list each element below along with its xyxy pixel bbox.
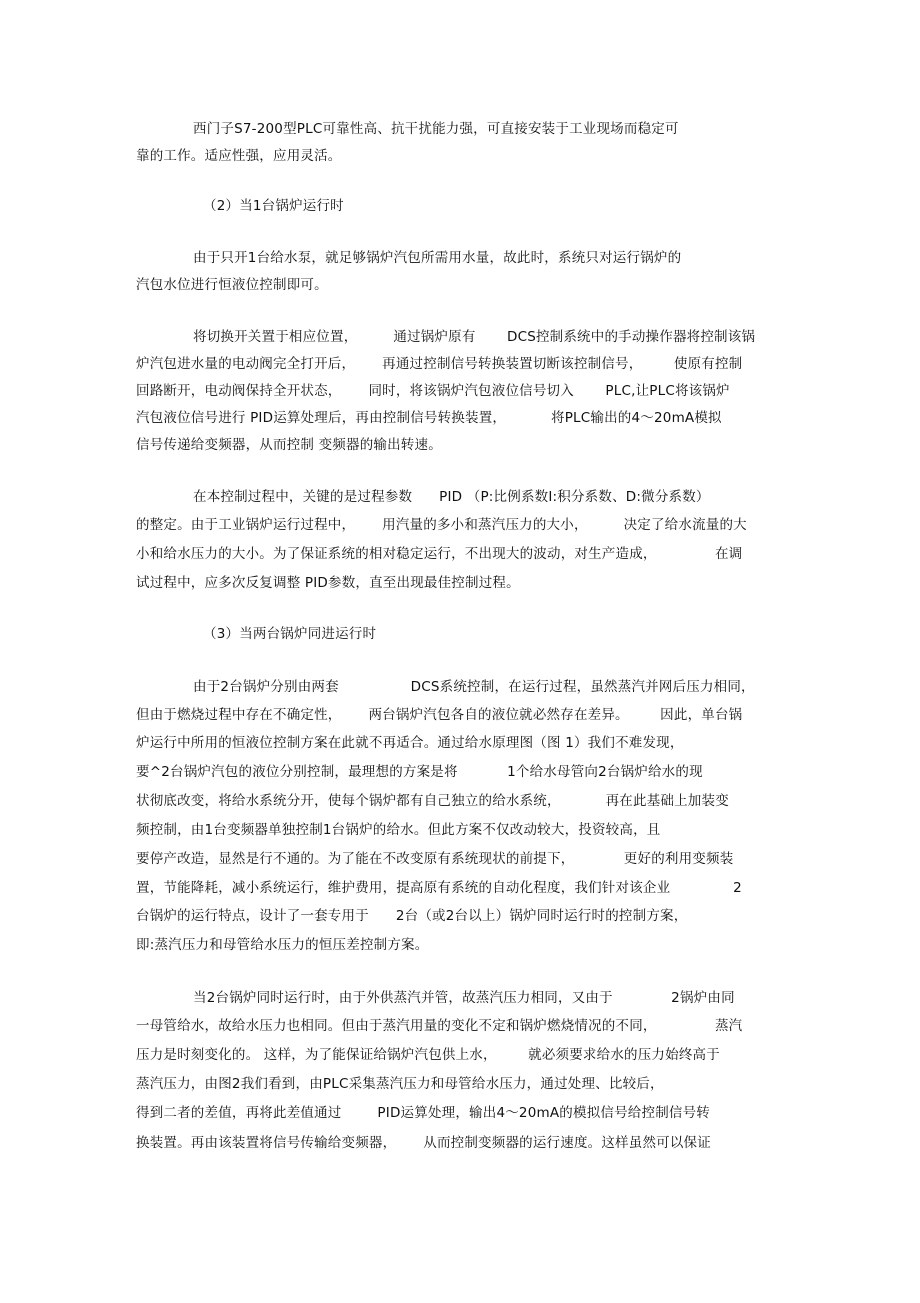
text-line: 试过程中，应多次反复调整 PID参数，直至出现最佳控制过程。	[136, 575, 520, 591]
text-line: 由于2台锅炉分别由两套 DCS系统控制，在运行过程，虽然蒸汽并网后压力相同，	[193, 679, 755, 695]
text-line: 在本控制过程中，关键的是过程参数 PID （P:比例系数I:积分系数、D:微分系数）	[193, 489, 710, 505]
text-line: 要停产改造，显然是行不通的。为了能在不改变原有系统现状的前提下， 更好的利用变频装	[136, 851, 734, 867]
text-line: 汽包液位信号进行 PID运算处理后，再由控制信号转换装置， 将PLC输出的4～20mA模拟	[136, 410, 722, 426]
section-heading: （2）当1台锅炉运行时	[203, 198, 344, 214]
text-line: 即:蒸汽压力和母管给水压力的恒压差控制方案。	[136, 937, 429, 953]
text-line: 小和给水压力的大小。为了保证系统的相对稳定运行，不出现大的波动，对生产造成， 在调	[136, 546, 743, 562]
text-line: 汽包水位进行恒液位控制即可。	[136, 277, 328, 293]
text-line: 压力是时刻变化的。 这样，为了能保证给锅炉汽包供上水， 就必须要求给水的压力始终高于	[136, 1047, 720, 1063]
text-line: 蒸汽压力，由图2我们看到，由PLC采集蒸汽压力和母管给水压力，通过处理、比较后，	[136, 1076, 664, 1092]
section-heading: （3）当两台锅炉同进运行时	[203, 626, 377, 642]
text-line: 西门子S7-200型PLC可靠性高、抗干扰能力强，可直接安装于工业现场而稳定可	[193, 121, 679, 137]
text-line: 由于只开1台给水泵，就足够锅炉汽包所需用水量，故此时，系统只对运行锅炉的	[193, 250, 682, 266]
text-line: 得到二者的差值，再将此差值通过 PID运算处理，输出4～20mA的模拟信号给控制信号转	[136, 1105, 710, 1121]
text-line: 置，节能降耗，减小系统运行，维护费用，提高原有系统的自动化程度，我们针对该企业 2	[136, 880, 742, 896]
text-line: 靠的工作。适应性强，应用灵活。	[136, 148, 342, 164]
text-line: 炉汽包进水量的电动阀完全打开后， 再通过控制信号转换装置切断该控制信号， 使原有控制	[136, 356, 743, 372]
text-line: 要^2台锅炉汽包的液位分别控制，最理想的方案是将 1个给水母管向2台锅炉给水的现	[136, 764, 703, 780]
text-line: 当2台锅炉同时运行时，由于外供蒸汽并管，故蒸汽压力相同，又由于 2锅炉由同	[193, 990, 735, 1006]
text-line: 信号传递给变频器，从而控制 变频器的输出转速。	[136, 437, 442, 453]
text-line: 回路断开，电动阀保持全开状态， 同时，将该锅炉汽包液位信号切入 PLC,让PLC将该锅炉	[136, 383, 730, 399]
text-line: 但由于燃烧过程中存在不确定性， 两台锅炉汽包各自的液位就必然存在差异。 因此，单台锅	[136, 707, 743, 723]
text-line: 换装置。再由该装置将信号传输给变频器， 从而控制变频器的运行速度。这样虽然可以保证	[136, 1135, 711, 1151]
text-line: 将切换开关置于相应位置， 通过锅炉原有 DCS控制系统中的手动操作器将控制该锅	[193, 329, 756, 345]
text-line: 炉运行中所用的恒液位控制方案在此就不再适合。通过给水原理图（图 1）我们不难发现，	[136, 735, 684, 751]
text-line: 台锅炉的运行特点，设计了一套专用于 2台（或2台以上）锅炉同时运行时的控制方案，	[136, 908, 688, 924]
text-line: 状彻底改变，将给水系统分开，使每个锅炉都有自己独立的给水系统， 再在此基础上加装变	[136, 793, 729, 809]
text-line: 频控制，由1台变频器单独控制1台锅炉的给水。但此方案不仅改动较大，投资较高，且	[136, 822, 661, 838]
text-line: 一母管给水，故给水压力也相同。但由于蒸汽用量的变化不定和锅炉燃烧情况的不同， 蒸汽	[136, 1018, 743, 1034]
text-line: 的整定。由于工业锅炉运行过程中， 用汽量的多小和蒸汽压力的大小， 决定了给水流量的大	[136, 517, 747, 533]
